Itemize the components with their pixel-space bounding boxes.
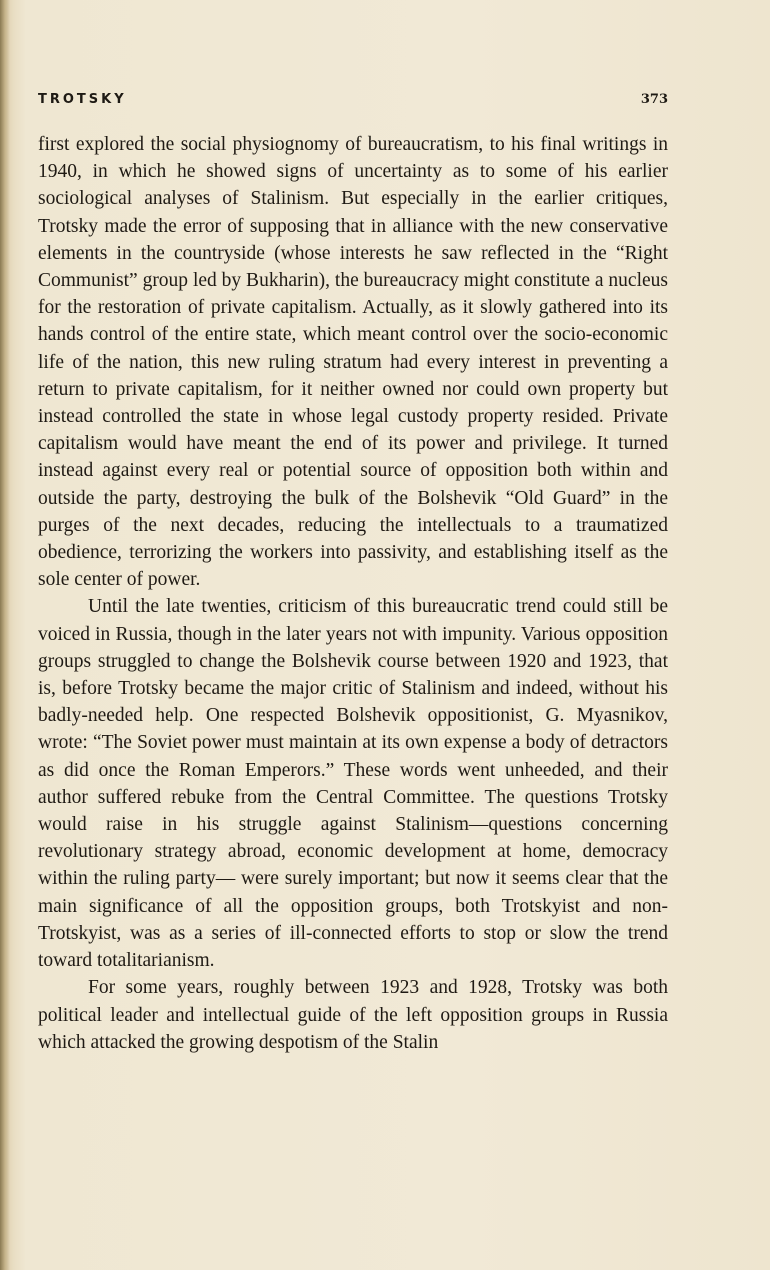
binding-shadow — [0, 0, 10, 1270]
running-head-title: TROTSKY — [38, 92, 127, 107]
paragraph-continued: first explored the social physiognomy of bureaucratism, to his final writings in 1940, in which he showed signs of uncertainty as to some of his earlier sociological analyses of Stalinism. But especially in the earlier critiques, Trotsky made the error of supposing that in alliance with the new conservative elements in the countryside (whose interests he saw reflected in the “Right Communist” group led by Bukharin), the bureaucracy might constitute a nucleus for the restoration of private capitalism. Actually, as it slowly gathered into its hands control of the entire state, which meant control over the socio-economic life of the nation, this new ruling stratum had every interest in preventing a return to private capitalism, for it neither owned nor could own property but instead controlled the state in whose legal custody property resided. Private capitalism would have meant the end of its power and privilege. It turned instead against every real or potential source of opposition both within and outside the party, destroying the bulk of the Bolshevik “Old Guard” in the purges of the next decades, reducing the intellectuals to a traumatized obedience, terrorizing the workers into passivity, and establishing itself as the sole center of power. — [38, 134, 668, 591]
body-text — [38, 131, 668, 1056]
page-number: 373 — [640, 92, 668, 107]
paragraph-for-some-years: For some years, roughly between 1923 and 1928, Trotsky was both political leader and intellectual guide of the left opposition groups in Russia which attacked the growing despotism of the Stalin — [38, 977, 668, 1053]
paragraph-until-late-twenties: Until the late twenties, criticism of this bureaucratic trend could still be voiced in Russia, though in the later years not with impunity. Various opposition groups struggled to change the Bolshevik course between 1920 and 1923, that is, before Trotsky became the major critic of Stalinism and indeed, without his badly-needed help. One respected Bolshevik oppositionist, G. Myasnikov, wrote: “The Soviet power must maintain at its own expense a body of detractors as did once the Roman Emperors.” These words went unheeded, and their author suffered rebuke from the Central Committee. The questions Trotsky would raise in his struggle against Stalinism—questions concerning revolutionary strategy abroad, economic development at home, democracy within the ruling party— were surely important; but now it seems clear that the main significance of all the opposition groups, both Trotskyist and non-Trotskyist, was as a series of ill-connected efforts to stop or slow the trend toward totalitarianism. — [38, 596, 668, 972]
running-head — [38, 92, 668, 114]
